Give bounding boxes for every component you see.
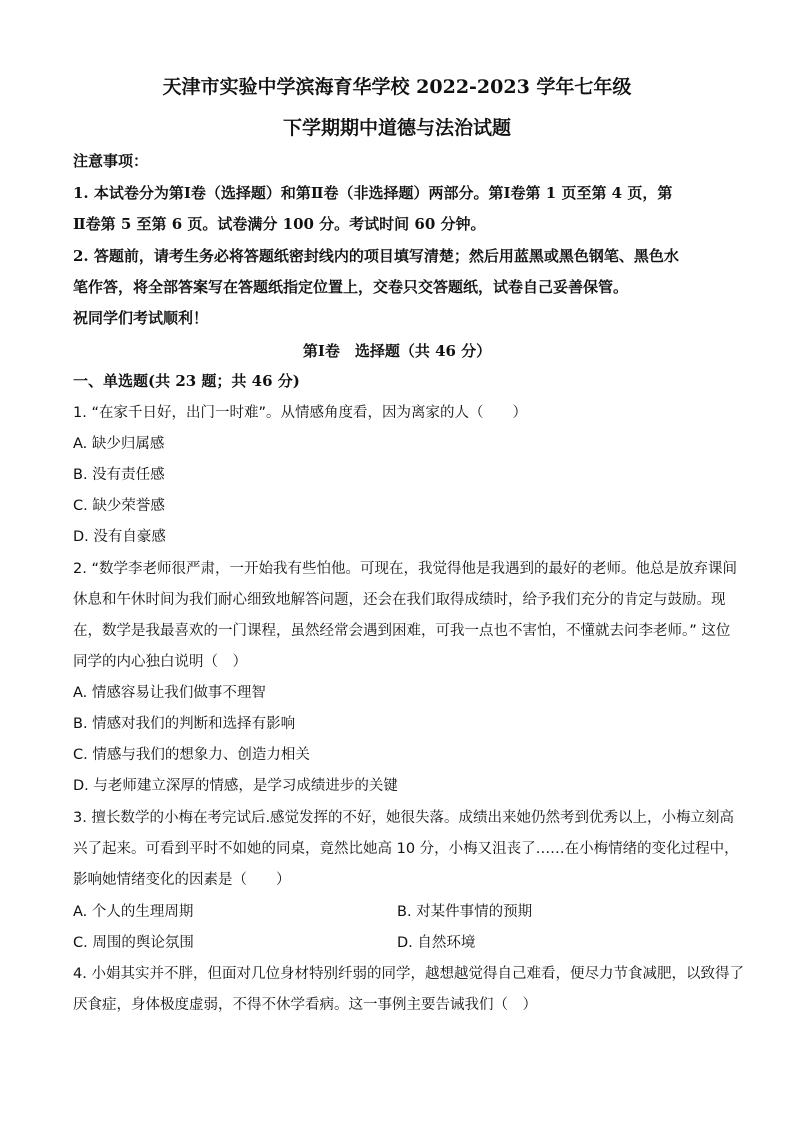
notice-wish: 祝同学们考试顺利！ [73, 309, 209, 327]
q1-stem: 1. “在家千日好，出门一时难”。从情感角度看，因为离家的人（ ） [73, 405, 527, 421]
q2-option-c: C. 情感与我们的想象力、创造力相关 [73, 747, 310, 763]
q2-option-b: B. 情感对我们的判断和选择有影响 [73, 716, 296, 732]
q2-option-d: D. 与老师建立深厚的情感，是学习成绩进步的关键 [73, 778, 398, 794]
q1-option-a: A. 缺少归属感 [73, 436, 165, 452]
q3-option-c: C. 周围的舆论氛围 [73, 935, 194, 951]
q1-option-d: D. 没有自豪感 [73, 529, 166, 545]
q1-option-c: C. 缺少荣誉感 [73, 498, 165, 514]
notice-item1-line2: Ⅱ卷第 5 至第 6 页。试卷满分 100 分。考试时间 60 分钟。 [73, 215, 486, 233]
q3-stem-line3: 影响她情绪变化的因素是（ ） [73, 872, 291, 888]
q3-option-b: B. 对某件事情的预期 [397, 904, 533, 920]
notice-heading: 注意事项： [73, 152, 149, 170]
section-title: 第Ⅰ卷 选择题（共 46 分） [302, 342, 492, 360]
q2-stem-line2: 休息和午休时间为我们耐心细致地解答问题，还会在我们取得成绩时，给予我们充分的肯定与鼓励。现 [73, 592, 726, 608]
q3-stem-line2: 兴了起来。可看到平时不如她的同桌，竟然比她高 10 分，小梅又沮丧了……在小梅情绪的变化过程中， [73, 841, 739, 857]
q4-stem-line1: 4. 小娟其实并不胖，但面对几位身材特别纤弱的同学，越想越觉得自己难看，便尽力节食减肥，以致得了 [73, 966, 744, 982]
notice-item1-line1: 1. 本试卷分为第Ⅰ卷（选择题）和第Ⅱ卷（非选择题）两部分。第Ⅰ卷第 1 页至第 4 页，第 [73, 184, 673, 202]
exam-title-line1: 天津市实验中学滨海育华学校 2022-2023 学年七年级 [162, 76, 632, 98]
q3-stem-line1: 3. 擅长数学的小梅在考完试后.感觉发挥的不好，她很失落。成绩出来她仍然考到优秀以上，小梅立刻高 [73, 810, 735, 826]
q2-stem-line1: 2. “数学李老师很严肃，一开始我有些怕他。可现在，我觉得他是我遇到的最好的老师。他总是放弃课间 [73, 561, 737, 577]
q2-option-a: A. 情感容易让我们做事不理智 [73, 685, 266, 701]
q3-option-d: D. 自然环境 [397, 935, 476, 951]
exam-title-line2: 下学期期中道德与法治试题 [282, 117, 511, 139]
q1-option-b: B. 没有责任感 [73, 467, 165, 483]
notice-item2-line1: 2. 答题前，请考生务必将答题纸密封线内的项目填写清楚；然后用蓝黑或黑色钢笔、黑色水 [73, 247, 679, 265]
q3-option-a: A. 个人的生理周期 [73, 904, 194, 920]
q2-stem-line4: 同学的内心独白说明（ ） [73, 654, 247, 670]
q4-stem-line2: 厌食症，身体极度虚弱，不得不休学看病。这一事例主要告诫我们（ ） [73, 997, 537, 1013]
q2-stem-line3: 在，数学是我最喜欢的一门课程，虽然经常会遇到困难，可我一点也不害怕，不懂就去问李老师。” 这位 [73, 623, 731, 639]
notice-item2-line2: 笔作答，将全部答案写在答题纸指定位置上，交卷只交答题纸，试卷自己妥善保管。 [73, 278, 629, 296]
part-heading: 一、单选题(共 23 题；共 46 分) [73, 372, 300, 390]
